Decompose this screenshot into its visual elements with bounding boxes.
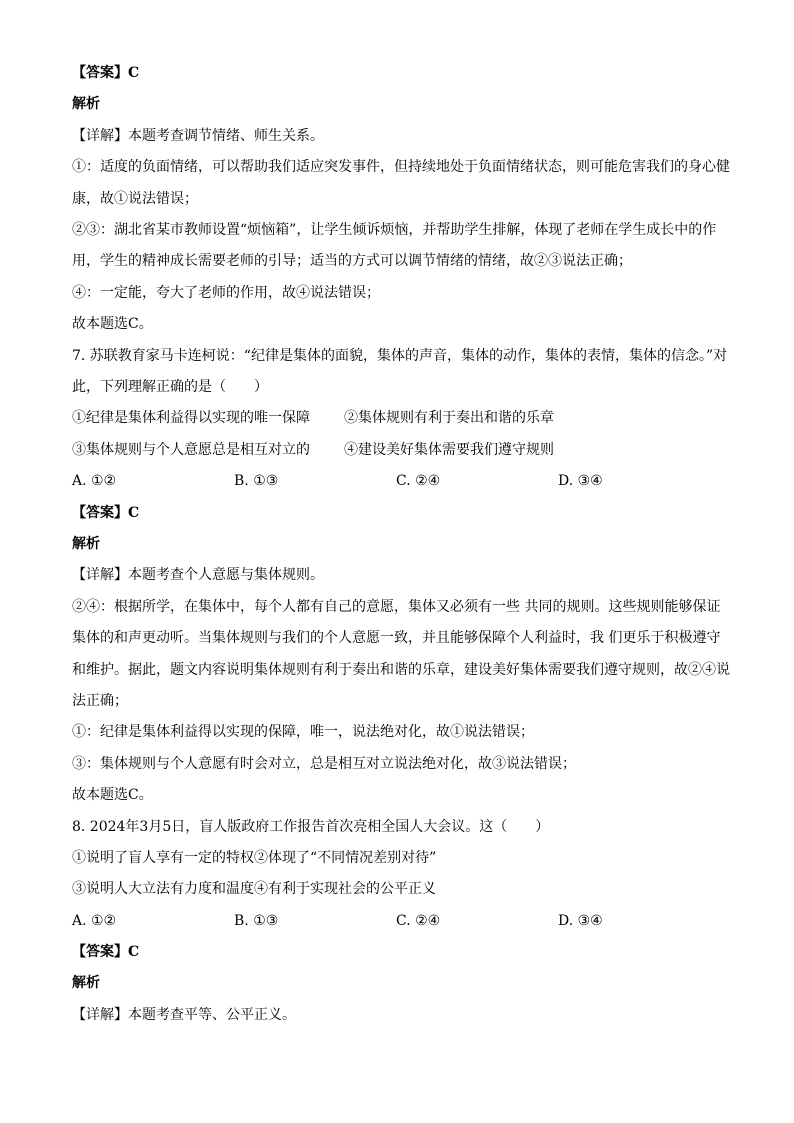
- explanation-paragraph: ①：纪律是集体利益得以实现的保障，唯一，说法绝对化，故①说法错误；: [72, 724, 534, 741]
- choice-c: C. ②④: [396, 912, 441, 929]
- statement-item: ③集体规则与个人意愿总是相互对立的: [72, 441, 310, 458]
- statement-item: ②集体规则有利于奏出和谐的乐章: [344, 410, 554, 427]
- question-8-choices-row: [72, 906, 732, 937]
- answer-label: 【答案】C: [72, 944, 140, 961]
- question-7-choices-row: [72, 466, 732, 497]
- explanation-paragraph: ③：集体规则与个人意愿有时会对立，总是相互对立说法绝对化，故③说法错误；: [72, 755, 576, 772]
- conclusion-text: 故本题选C。: [72, 787, 153, 804]
- choice-a: A. ①②: [72, 912, 117, 929]
- answer-label: 【答案】C: [72, 65, 140, 81]
- statement-item: ①说明了盲人享有一定的特权②体现了“不同情况差别对待”: [72, 849, 437, 866]
- explanation-paragraph: ②④：根据所学，在集体中，每个人都有自己的意愿，集体又必须有一些 共同的规则。这些规则能够保证集体的和声更动听。当集体规则与我们的个人意愿一致，并且能够保障个人利益时，我 们更乐于积极遵守和维护。据此，题文内容说明集体规则有利于奏出和谐的乐章，建设美好集体需要我们遵守规则，故②④说法正确；: [72, 598, 730, 709]
- answer-label: 【答案】C: [72, 504, 140, 521]
- choice-a: A. ①②: [72, 473, 117, 490]
- statement-item: ④建设美好集体需要我们遵守规则: [344, 441, 554, 458]
- choice-c: C. ②④: [396, 473, 441, 490]
- document-page: [72, 58, 732, 1031]
- question-7-stem: 7. 苏联教育家马卡连柯说：“纪律是集体的面貌，集体的声音，集体的动作，集体的表情，集体的信念。”对此，下列理解正确的是（ ）: [72, 347, 728, 395]
- question-8-stem: 8. 2024年3月5日，盲人版政府工作报告首次亮相全国人大会议。这（ ）: [72, 818, 550, 835]
- explanation-paragraph: ①：适度的负面情绪，可以帮助我们适应突发事件，但持续地处于负面情绪状态，则可能危害我们的身心健康，故①说法错误；: [72, 159, 730, 207]
- explanation-paragraph: ②③：湖北省某市教师设置“烦恼箱”，让学生倾诉烦恼，并帮助学生排解，体现了老师在学生成长中的作用，学生的精神成长需要老师的引导；适当的方式可以调节情绪的情绪，故②③说法正确；: [72, 221, 717, 270]
- choice-b: B. ①③: [234, 912, 279, 929]
- choice-b: B. ①③: [234, 473, 279, 490]
- statement-item: ③说明人大立法有力度和温度④有利于实现社会的公平正义: [72, 881, 436, 898]
- statement-item: ①纪律是集体利益得以实现的唯一保障: [72, 410, 310, 427]
- detail-text: 【详解】本题考查平等、公平正义。: [72, 1006, 296, 1023]
- analysis-label: 解析: [72, 535, 100, 552]
- question-7-statements-row: [72, 403, 732, 434]
- conclusion-text: 故本题选C。: [72, 316, 153, 333]
- analysis-label: 解析: [72, 96, 100, 113]
- explanation-paragraph: ④：一定能，夸大了老师的作用，故④说法错误；: [72, 284, 380, 301]
- choice-d: D. ③④: [558, 912, 603, 929]
- analysis-label: 解析: [72, 975, 100, 992]
- detail-text: 【详解】本题考查调节情绪、师生关系。: [72, 127, 324, 144]
- detail-text: 【详解】本题考查个人意愿与集体规则。: [72, 567, 324, 584]
- question-7-statements-row: [72, 435, 732, 466]
- choice-d: D. ③④: [558, 473, 603, 490]
